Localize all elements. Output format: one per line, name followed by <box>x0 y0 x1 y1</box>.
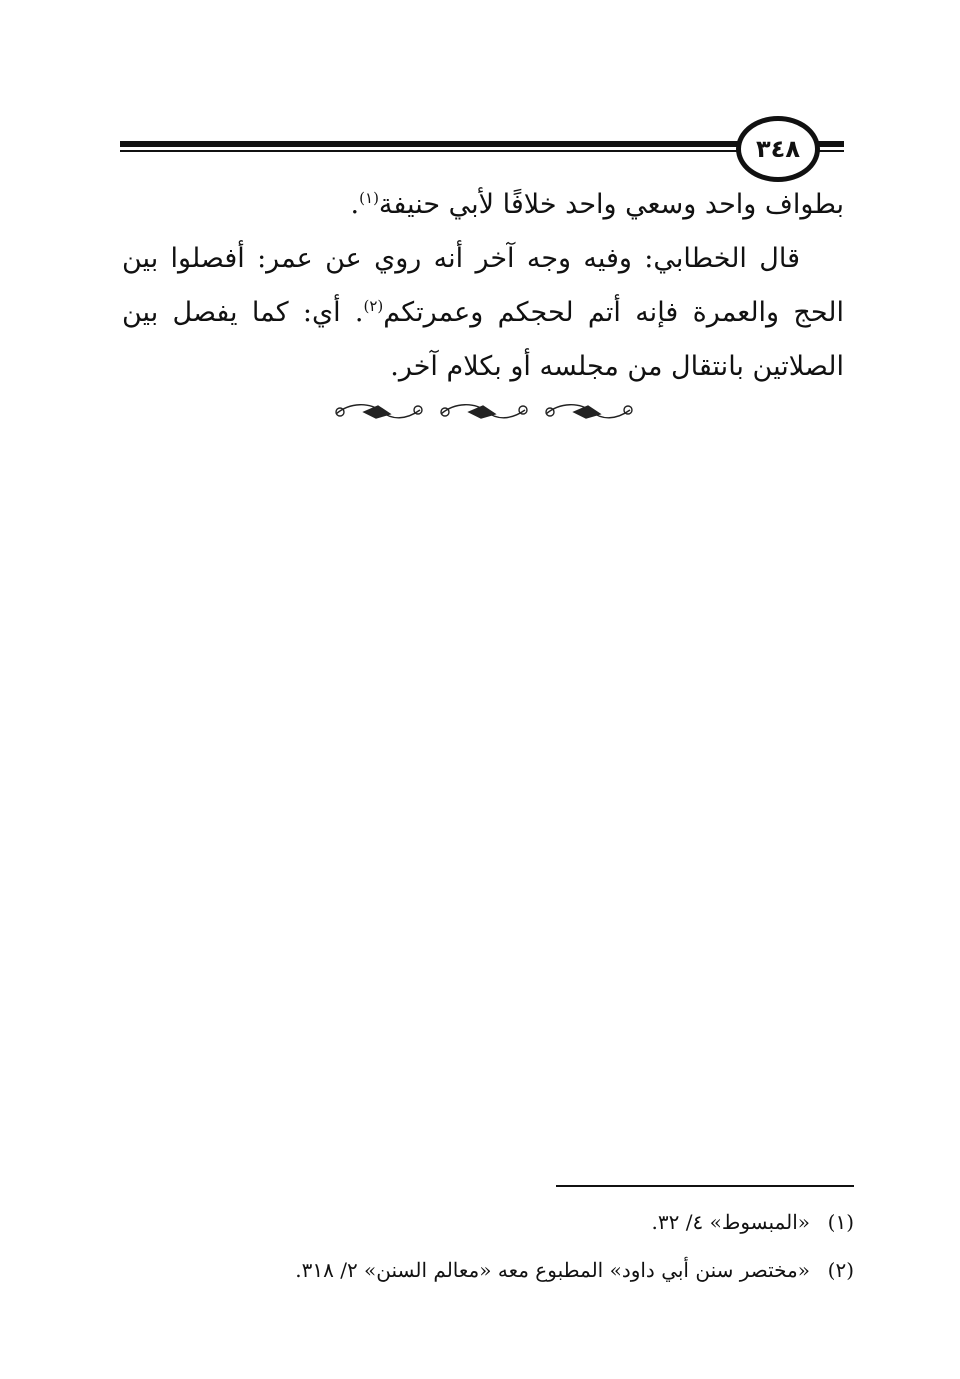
page-number: ٣٤٨ <box>756 135 800 163</box>
footnote-2-text: «مختصر سنن أبي داود» المطبوع معه «معالم السنن» ٢/ ٣١٨. <box>295 1258 810 1282</box>
paragraph-1-text: بطواف واحد وسعي واحد خلافًا لأبي حنيفة <box>378 189 844 220</box>
paragraph-2-text-b: . أي: كما يفصل بين الصلاتين بانتقال من مجلسه أو بكلام آخر. <box>122 297 844 382</box>
footnote-1-number: (١) <box>827 1210 854 1234</box>
paragraph-2 <box>122 232 844 394</box>
footnote-ref-2[interactable]: (٢) <box>363 297 384 315</box>
footnote-2 <box>180 1246 854 1294</box>
paragraph-1-end: . <box>350 189 360 220</box>
footnote-1-text: «المبسوط» ٤/ ٣٢. <box>651 1210 810 1234</box>
footnote-ref-1[interactable]: (١) <box>359 189 379 207</box>
main-text <box>122 178 844 394</box>
section-divider-ornament-icon <box>330 392 640 432</box>
paragraph-1 <box>122 178 844 232</box>
footnotes <box>180 1198 854 1294</box>
page-number-badge <box>736 116 820 182</box>
footnote-2-number: (٢) <box>827 1258 854 1282</box>
footnote-1 <box>180 1198 854 1246</box>
paragraph-2-text-a: قال الخطابي: وفيه وجه آخر أنه روي عن عمر: أفصلوا بين الحج والعمرة فإنه أتم لحجكم وعمرتكم <box>122 243 844 328</box>
footnote-separator <box>556 1185 854 1187</box>
